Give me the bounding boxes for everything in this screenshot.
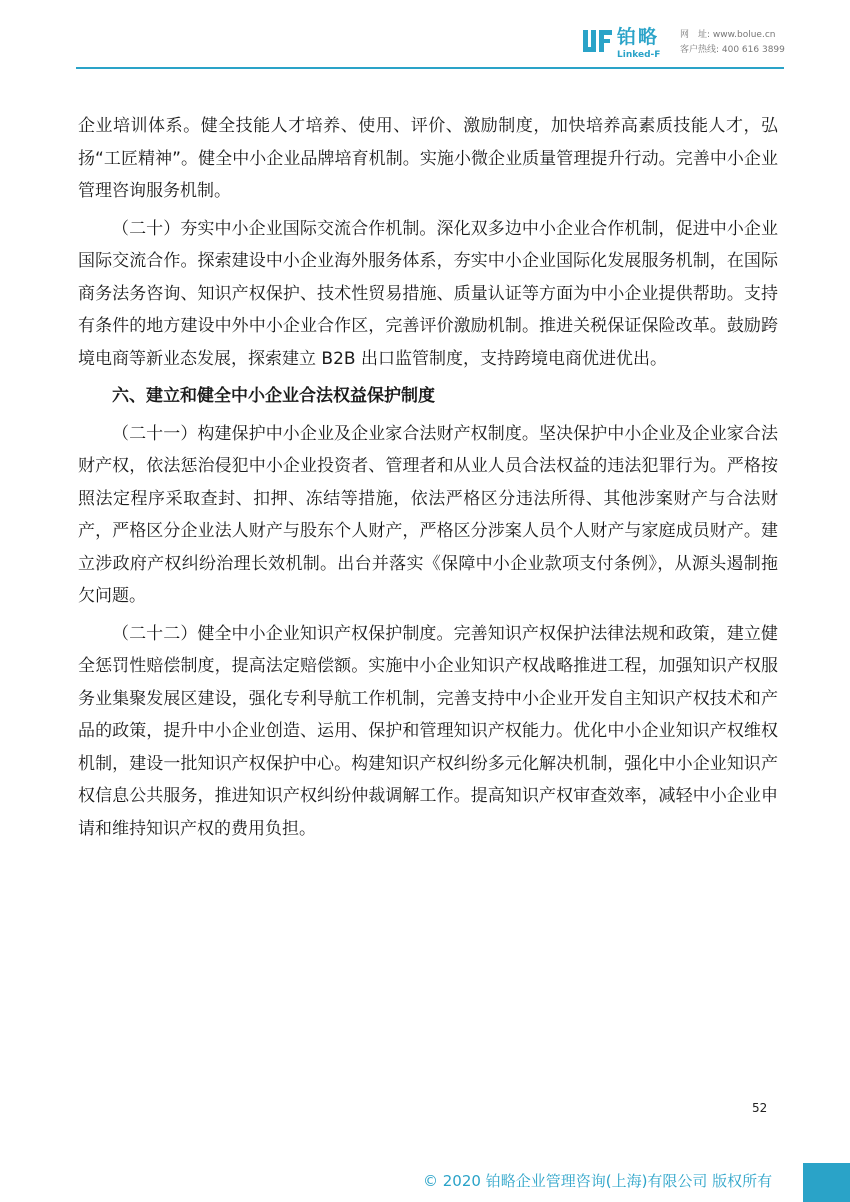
footer-accent-block	[803, 1163, 850, 1202]
document-body	[78, 110, 778, 845]
logo-english-text: Linked-F	[617, 50, 661, 60]
paragraph-section-21: （二十一）构建保护中小企业及企业家合法财产权制度。坚决保护中小企业及企业家合法财产权，依法惩治侵犯中小企业投资者、管理者和从业人员合法权益的违法犯罪行为。严格按照法定程序采取查封、扣押、冻结等措施，依法严格区分违法所得、其他涉案财产与合法财产，严格区分企业法人财产与股东个人财产，严格区分涉案人员个人财产与家庭成员财产。建立涉政府产权纠纷治理长效机制。出台并落实《保障中小企业款项支付条例》，从源头遏制拖欠问题。	[78, 423, 778, 606]
section-heading-6: 六、建立和健全中小企业合法权益保护制度	[112, 386, 435, 406]
footer-copyright: © 2020 铂略企业管理咨询(上海)有限公司 版权所有	[423, 1172, 773, 1190]
paragraph-section-20: （二十）夯实中小企业国际交流合作机制。深化双多边中小企业合作机制，促进中小企业国际交流合作。探索建设中小企业海外服务体系，夯实中小企业国际化发展服务机制，在国际商务法务咨询、知识产权保护、技术性贸易措施、质量认证等方面为中小企业提供帮助。支持有条件的地方建设中外中小企业合作区，完善评价激励机制。推进关税保证保险改革。鼓励跨境电商等新业态发展，探索建立 B2B 出口监管制度，支持跨境电商优进优出。	[78, 218, 778, 369]
brand-logo	[583, 24, 675, 62]
header-divider	[76, 67, 784, 69]
logo-mark-icon	[583, 26, 613, 56]
paragraph-section-22: （二十二）健全中小企业知识产权保护制度。完善知识产权保护法律法规和政策，建立健全惩罚性赔偿制度，提高法定赔偿额。实施中小企业知识产权战略推进工程，加强知识产权服务业集聚发展区建设，强化专利导航工作机制，完善支持中小企业开发自主知识产权技术和产品的政策，提升中小企业创造、运用、保护和管理知识产权能力。优化中小企业知识产权维权机制，建设一批知识产权保护中心。构建知识产权纠纷多元化解决机制，强化中小企业知识产权信息公共服务，推进知识产权纠纷仲裁调解工作。提高知识产权审查效率，减轻中小企业申请和维持知识产权的费用负担。	[78, 623, 778, 839]
hotline-text: 客户热线: 400 616 3899	[680, 45, 785, 55]
page-number: 52	[752, 1101, 768, 1115]
paragraph-continuation: 企业培训体系。健全技能人才培养、使用、评价、激励制度，加快培养高素质技能人才，弘扬“工匠精神”。健全中小企业品牌培育机制。实施小微企业质量管理提升行动。完善中小企业管理咨询服务机制。	[78, 116, 778, 201]
contact-info	[680, 28, 785, 58]
logo-chinese-text: 铂略	[617, 26, 660, 48]
website-text: 网 址: www.bolue.cn	[680, 30, 776, 40]
